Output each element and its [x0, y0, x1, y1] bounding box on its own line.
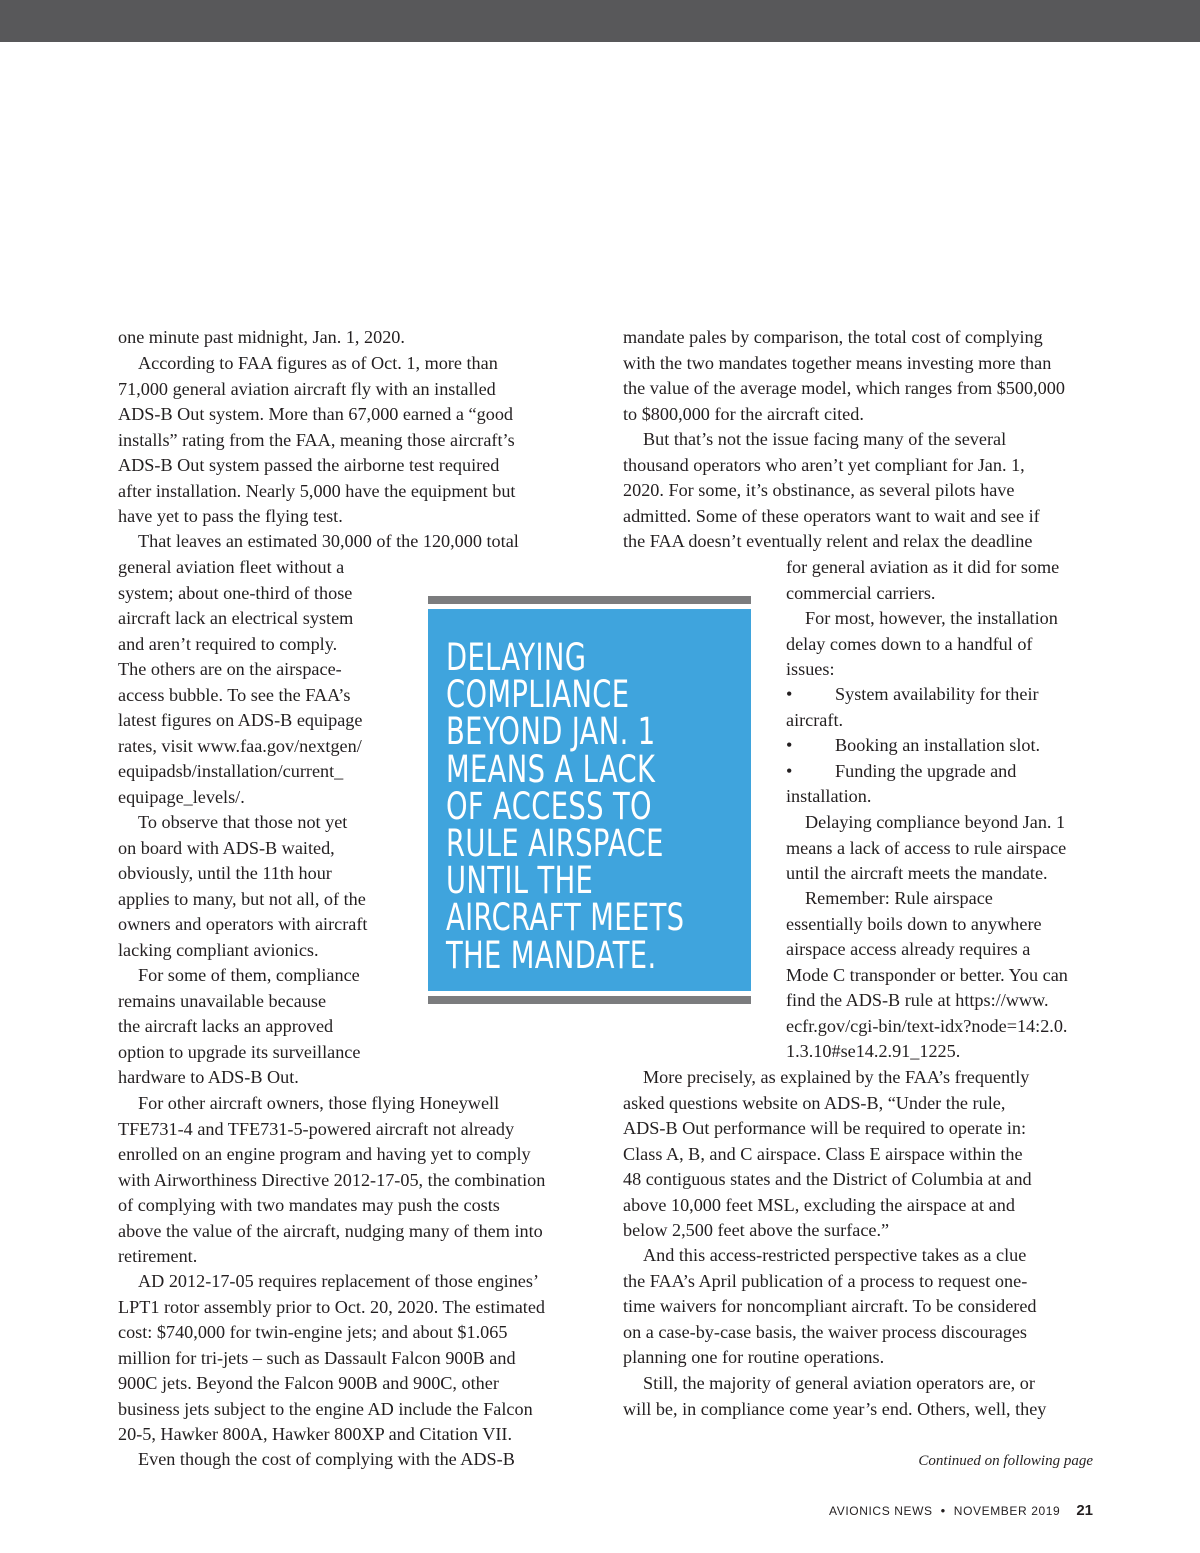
text-line: remains unavailable because — [118, 990, 327, 1011]
text-line: TFE731-4 and TFE731-5-powered aircraft not already — [118, 1118, 515, 1139]
text-line: equipage_levels/. — [118, 786, 245, 807]
text-line: on board with ADS-B waited, — [118, 837, 335, 858]
text-line: issues: — [786, 659, 835, 679]
pull-quote-top-rule — [428, 596, 751, 604]
text-line: 900C jets. Beyond the Falcon 900B and 900C, other — [118, 1373, 499, 1393]
pull-quote-line: OF ACCESS TO — [446, 784, 652, 828]
text-line: equipadsb/installation/current_ — [118, 761, 344, 781]
text-line: To observe that those not yet — [138, 812, 348, 832]
pull-quote-line: BEYOND JAN. 1 — [446, 710, 656, 754]
text-line: to $800,000 for the aircraft cited. — [623, 403, 864, 424]
text-line: That leaves an estimated 30,000 of the 120,000 total — [138, 531, 519, 551]
issue-date: NOVEMBER 2019 — [953, 1504, 1061, 1518]
text-line: hardware to ADS-B Out. — [118, 1067, 299, 1087]
text-line: AD 2012-17-05 requires replacement of those engines’ — [138, 1271, 540, 1291]
text-line: 2020. For some, it’s obstinance, as several pilots have — [623, 480, 1015, 500]
text-line: airspace access already requires a — [786, 939, 1031, 959]
text-line: commercial carriers. — [786, 582, 936, 603]
text-line: the value of the average model, which ranges from $500,000 — [623, 378, 1065, 398]
pull-quote-line: COMPLIANCE — [446, 673, 630, 717]
text-line: have yet to pass the flying test. — [118, 506, 343, 526]
paragraph — [118, 1269, 588, 1448]
bullet-continuation — [786, 784, 871, 810]
text-line: ADS-B Out system passed the airborne test required — [118, 455, 500, 475]
pull-quote-line: UNTIL THE — [446, 859, 594, 903]
footer-separator: • — [940, 1503, 946, 1518]
text-line: time waivers for noncompliant aircraft. To be considered — [623, 1296, 1037, 1316]
text-line: planning one for routine operations. — [623, 1347, 885, 1367]
pull-quote-box — [428, 609, 751, 991]
pull-quote-line: THE MANDATE. — [446, 933, 657, 977]
text-line: Even though the cost of complying with the ADS-B — [138, 1449, 515, 1469]
text-line: with the two mandates together means investing more than — [623, 352, 1052, 373]
text-line: LPT1 rotor assembly prior to Oct. 20, 2020. The estimated — [118, 1296, 545, 1317]
text-line: and aren’t required to comply. — [118, 633, 338, 654]
text-line: after installation. Nearly 5,000 have the equipment but — [118, 480, 516, 501]
text-line: on a case-by-case basis, the waiver process discourages — [623, 1321, 1028, 1342]
text-line: obviously, until the 11th hour — [118, 863, 332, 883]
paragraph — [623, 427, 1098, 555]
text-line: 1.3.10#se14.2.91_1225. — [786, 1041, 961, 1061]
continued-note: Continued on following page — [918, 1453, 1093, 1469]
text-line: installation. — [786, 786, 872, 806]
text-line: Still, the majority of general aviation operators are, or — [643, 1373, 1035, 1393]
page-number: 21 — [1076, 1502, 1093, 1519]
text-line: The others are on the airspace- — [118, 659, 342, 679]
pull-quote — [428, 596, 751, 1004]
pull-quote-line: DELAYING — [446, 636, 587, 679]
text-line: More precisely, as explained by the FAA’s frequently — [643, 1067, 1030, 1087]
text-line: ADS-B Out system. More than 67,000 earned a “good — [118, 404, 514, 424]
text-line: option to upgrade its surveillance — [118, 1041, 361, 1062]
paragraph — [786, 886, 1096, 1065]
paragraph — [786, 810, 1096, 887]
text-line: mandate pales by comparison, the total cost of complying — [623, 327, 1043, 347]
bullet-icon: • — [786, 684, 793, 704]
text-line: But that’s not the issue facing many of the several — [643, 429, 1007, 449]
text-line: ADS-B Out performance will be required to operate in: — [623, 1118, 1027, 1138]
text-line: aircraft lack an electrical system — [118, 608, 354, 628]
text-line: above the value of the aircraft, nudging many of them into — [118, 1220, 543, 1241]
text-line: asked questions website on ADS-B, “Under the rule, — [623, 1092, 1006, 1113]
text-line: of complying with two mandates may push the costs — [118, 1195, 500, 1215]
paragraph — [118, 555, 398, 810]
text-line: retirement. — [118, 1246, 198, 1266]
text-line: For most, however, the installation — [805, 608, 1058, 628]
paragraph — [118, 1447, 588, 1473]
text-line: million for tri-jets – such as Dassault Falcon 900B and — [118, 1347, 516, 1368]
text-line: until the aircraft meets the mandate. — [786, 863, 1048, 883]
text-line: means a lack of access to rule airspace — [786, 837, 1067, 858]
page-footer — [829, 1502, 1093, 1519]
text-line: rates, visit www.faa.gov/nextgen/ — [118, 735, 362, 756]
text-line: Remember: Rule airspace — [805, 888, 993, 908]
text-line: with Airworthiness Directive 2012-17-05, the combination — [118, 1169, 546, 1190]
text-line: And this access-restricted perspective takes as a clue — [643, 1245, 1027, 1265]
paragraph — [786, 606, 1096, 683]
paragraph — [623, 1371, 1098, 1422]
text-line: will be, in compliance come year’s end. Others, well, they — [623, 1398, 1047, 1419]
paragraph — [623, 1243, 1098, 1371]
text-line: above 10,000 feet MSL, excluding the airspace at and — [623, 1194, 1015, 1215]
text-line: According to FAA figures as of Oct. 1, more than — [138, 353, 498, 373]
text-line: the FAA doesn’t eventually relent and relax the deadline — [623, 531, 1033, 551]
text-line: 71,000 general aviation aircraft fly with an installed — [118, 378, 496, 399]
bullet-text: System availability for their — [835, 684, 1039, 704]
publication-name: AVIONICS NEWS — [829, 1504, 933, 1518]
text-line: Class A, B, and C airspace. Class E airspace within the — [623, 1143, 1023, 1164]
pull-quote-line: AIRCRAFT MEETS — [446, 896, 685, 940]
text-line: the FAA’s April publication of a process to request one- — [623, 1270, 1028, 1291]
text-line: installs” rating from the FAA, meaning those aircraft’s — [118, 429, 515, 450]
text-line: For some of them, compliance — [138, 965, 360, 985]
text-line: 20-5, Hawker 800A, Hawker 800XP and Citation VII. — [118, 1424, 512, 1444]
text-line: Delaying compliance beyond Jan. 1 — [805, 812, 1066, 832]
bullet-text: Funding the upgrade and — [835, 761, 1017, 781]
text-line: essentially boils down to anywhere — [786, 913, 1042, 934]
text-line: lacking compliant avionics. — [118, 939, 319, 960]
paragraph — [118, 963, 398, 1091]
text-line: admitted. Some of these operators want to wait and see if — [623, 505, 1040, 526]
text-line: For other aircraft owners, those flying Honeywell — [138, 1093, 500, 1113]
paragraph — [623, 1065, 1098, 1244]
text-line: access bubble. To see the FAA’s — [118, 684, 351, 705]
paragraph — [786, 555, 1096, 606]
paragraph — [118, 351, 588, 530]
text-line: applies to many, but not all, of the — [118, 888, 366, 909]
bullet-icon: • — [786, 735, 793, 755]
top-bar — [0, 0, 1200, 42]
text-line: Mode C transponder or better. You can — [786, 964, 1068, 985]
bullet-icon: • — [786, 761, 793, 781]
bullet-text: Booking an installation slot. — [835, 735, 1041, 755]
paragraph — [118, 1091, 588, 1270]
paragraph — [623, 325, 1098, 427]
text-line: the aircraft lacks an approved — [118, 1016, 334, 1036]
text-line: aircraft. — [786, 710, 844, 730]
pull-quote-bottom-rule — [428, 996, 751, 1004]
text-line: latest figures on ADS-B equipage — [118, 710, 363, 730]
paragraph — [118, 325, 588, 351]
text-line: system; about one-third of those — [118, 582, 353, 603]
text-line: business jets subject to the engine AD include the Falcon — [118, 1398, 533, 1419]
pull-quote-line: MEANS A LACK — [446, 747, 656, 791]
text-line: enrolled on an engine program and having yet to comply — [118, 1144, 531, 1164]
text-line: below 2,500 feet above the surface.” — [623, 1220, 890, 1240]
pull-quote-text — [446, 636, 685, 977]
text-line: owners and operators with aircraft — [118, 914, 368, 934]
text-line: thousand operators who aren’t yet compliant for Jan. 1, — [623, 454, 1025, 475]
text-line: general aviation fleet without a — [118, 557, 345, 577]
text-line: cost: $740,000 for twin-engine jets; and about $1.065 — [118, 1322, 508, 1342]
pull-quote-line: RULE AIRSPACE — [446, 822, 664, 866]
text-line: 48 contiguous states and the District of Columbia at and — [623, 1169, 1032, 1189]
paragraph — [118, 529, 588, 555]
text-line: delay comes down to a handful of — [786, 633, 1033, 654]
paragraph — [118, 810, 398, 963]
text-line: find the ADS-B rule at https://www. — [786, 990, 1049, 1010]
text-line: ecfr.gov/cgi-bin/text-idx?node=14:2.0. — [786, 1015, 1068, 1036]
bullet-continuation — [786, 708, 843, 734]
text-line: one minute past midnight, Jan. 1, 2020. — [118, 327, 405, 347]
text-line: for general aviation as it did for some — [786, 557, 1060, 577]
